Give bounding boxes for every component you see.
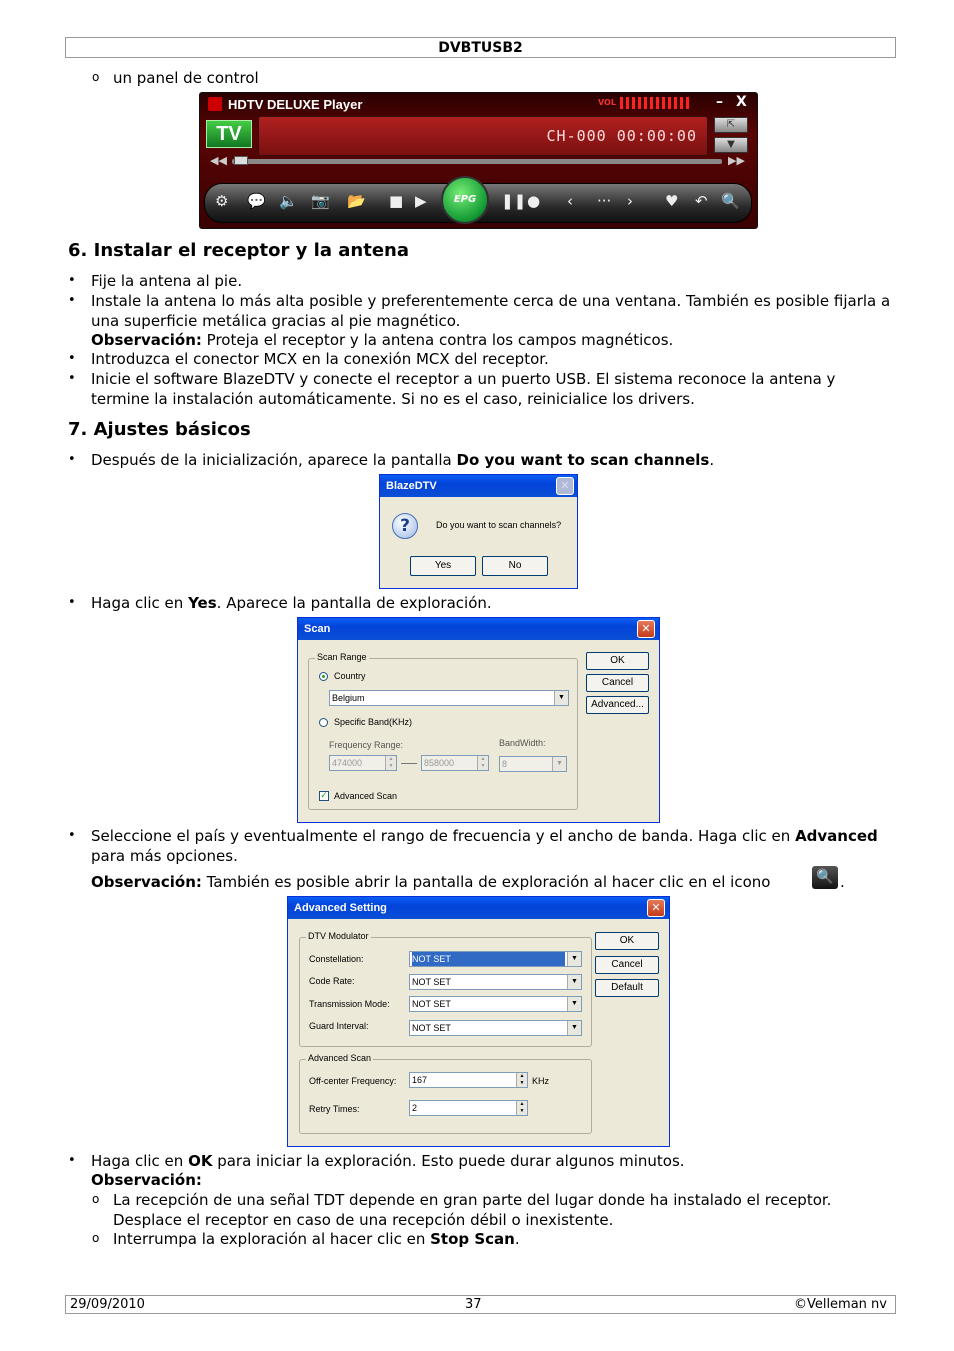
close-icon[interactable]: ✕ (556, 477, 574, 495)
code-rate-value: NOT SET (412, 977, 451, 987)
retry-times-label: Retry Times: (309, 1104, 360, 1114)
offcenter-frequency-label: Off-center Frequency: (309, 1076, 397, 1086)
sub-item-1: La recepción de una señal TDT depende en gran parte del lugar donde ha instalado el receptor. Desplace el receptor en caso de una recepción débil o inexistente. (113, 1191, 832, 1229)
item-text: Haga clic en (91, 594, 189, 612)
pause-icon: ❚❚ (501, 192, 527, 210)
rewind-icon: ◀◀ (210, 154, 227, 167)
code-rate-select[interactable] (409, 974, 582, 990)
footer-company: ©Velleman nv (793, 1297, 887, 1312)
favorite-icon: ♥ (665, 192, 679, 210)
yes-button[interactable]: Yes (410, 556, 476, 576)
bullet: • (68, 371, 76, 386)
chat-icon: 💬 (247, 192, 266, 210)
specific-band-label: Specific Band(KHz) (334, 717, 413, 727)
dialog-question: Do you want to scan channels? (436, 520, 562, 530)
volume-label: VOL (598, 98, 616, 107)
group-label: DTV Modulator (308, 931, 369, 941)
blazedtv-dialog (379, 474, 578, 589)
page-header: DVBTUSB2 (65, 37, 896, 58)
freq-from-value: 474000 (332, 758, 363, 768)
control-bar (204, 183, 752, 223)
section7-note2 (91, 873, 891, 893)
bullet: • (68, 452, 76, 467)
country-value: Belgium (332, 693, 365, 703)
item-bold: OK (188, 1152, 213, 1170)
transmission-mode-label: Transmission Mode: (309, 999, 390, 1009)
aspect-icon: ⇱ (714, 117, 748, 133)
more-icon: ··· (597, 192, 612, 210)
dialog-title (380, 475, 577, 497)
bullet: • (68, 1153, 76, 1168)
circle-bullet: o (92, 1231, 100, 1245)
chevron-down-icon: ▼ (567, 997, 581, 1011)
frequency-range-label: Frequency Range: (329, 740, 404, 750)
freq-to-value: 858000 (424, 758, 455, 768)
note-text: También es posible abrir la pantalla de exploración al hacer clic en el icono (201, 873, 771, 891)
country-label: Country (334, 671, 366, 681)
freq-from-input[interactable] (329, 755, 397, 771)
transmission-mode-select[interactable] (409, 996, 582, 1012)
note-end: . (840, 873, 845, 891)
spinner-icon: ▲ ▼ (516, 1073, 527, 1087)
stop-icon: ■ (389, 192, 404, 210)
bullet: • (68, 293, 76, 308)
chevron-down-icon: ▼ (567, 975, 581, 989)
note-text: Proteja el receptor y la antena contra los campos magnéticos. (201, 331, 674, 349)
advanced-scan-checkbox[interactable]: ✓ (320, 791, 328, 801)
dropdown-icon: ▼ (714, 137, 748, 153)
back-icon: ↶ (695, 192, 708, 210)
player-title: HDTV DELUXE Player (228, 97, 363, 112)
freq-to-input[interactable] (421, 755, 489, 771)
advanced-setting-dialog (287, 896, 670, 1147)
section6-note (91, 331, 891, 351)
prev-icon: ‹ (567, 192, 573, 210)
page-footer (65, 1295, 896, 1314)
specific-band-radio[interactable] (319, 718, 328, 727)
item-text: Después de la inicialización, aparece la pantalla (91, 451, 457, 469)
scan-icon: 🔍 (721, 192, 740, 210)
hdtv-player-screenshot (199, 92, 758, 229)
footer-page-number: 37 (465, 1297, 482, 1312)
spinner-icon: ▲ ▼ (385, 756, 396, 770)
section6-item-2: Instale la antena lo más alta posible y preferentemente cerca de una ventana. También es posible fijarla a una superficie metálica gracias al pie magnético. (91, 292, 891, 330)
item-text: Seleccione el país y eventualmente el rango de frecuencia y el ancho de banda. Haga clic en (91, 827, 796, 845)
dialog-title-text: Advanced Setting (294, 902, 387, 914)
default-button[interactable]: Default (595, 979, 659, 997)
close-icon[interactable]: ✕ (637, 620, 655, 638)
section7-item-2 (91, 594, 891, 614)
note-label: Observación: (91, 331, 202, 349)
constellation-value: NOT SET (412, 952, 565, 966)
dialog-title (288, 897, 669, 919)
close-button: X (736, 94, 747, 110)
chevron-down-icon: ▼ (552, 757, 566, 771)
question-icon: ? (392, 513, 418, 539)
seek-knob (234, 156, 248, 165)
section7-note3 (91, 1171, 891, 1191)
bullet: • (68, 351, 76, 366)
chevron-down-icon: ▼ (554, 691, 568, 705)
cancel-button[interactable]: Cancel (586, 674, 649, 692)
epg-button: EPG (441, 176, 489, 224)
section6-item-1: Fije la antena al pie. (91, 272, 243, 290)
seek-bar (232, 159, 722, 164)
camera-icon: 📷 (311, 192, 330, 210)
item-text: . (514, 1230, 520, 1248)
next-icon: › (627, 192, 633, 210)
scan-icon: 🔍 (812, 866, 838, 889)
spinner-icon: ▲ ▼ (477, 756, 488, 770)
section-6-heading: 6. Instalar el receptor y la antena (68, 240, 409, 261)
dialog-title-text: BlazeDTV (386, 480, 437, 492)
fast-forward-icon: ▶▶ (728, 154, 745, 167)
group-label: Advanced Scan (308, 1053, 372, 1063)
volume-bar (620, 97, 690, 109)
settings-icon: ⚙ (215, 192, 229, 210)
retry-value: 2 (412, 1103, 418, 1113)
record-icon: ● (527, 192, 541, 210)
minimize-button: – (716, 94, 723, 110)
section7-item-4 (91, 1152, 891, 1172)
note-label: Observación: (91, 873, 202, 891)
item-bold: Yes (188, 594, 217, 612)
offcenter-value: 167 (412, 1075, 428, 1085)
item-bold: Stop Scan (430, 1230, 515, 1248)
section6-item-3: Introduzca el conector MCX en la conexión MCX del receptor. (91, 350, 549, 368)
folder-icon: 📂 (347, 192, 366, 210)
guard-interval-value: NOT SET (412, 1023, 451, 1033)
item-text: . Aparece la pantalla de exploración. (216, 594, 492, 612)
no-button[interactable]: No (482, 556, 548, 576)
section7-item-1 (91, 451, 891, 471)
chevron-down-icon: ▼ (567, 1021, 581, 1035)
player-display (258, 116, 708, 156)
circle-bullet: o (92, 1192, 100, 1206)
code-rate-label: Code Rate: (309, 976, 355, 986)
bandwidth-value: 8 (502, 759, 508, 769)
channel-time-display: CH-000 00:00:00 (546, 127, 697, 145)
dialog-title-text: Scan (304, 623, 331, 635)
scan-dialog (297, 617, 660, 823)
item-text: para más opciones. (91, 846, 238, 865)
unit-label: KHz (532, 1076, 550, 1086)
item-bold: Advanced (795, 827, 878, 845)
section6-item-4: Inicie el software BlazeDTV y conecte el receptor a un puerto USB. El sistema reconoce la antena y termine la instalación automáticamente. Si no es el caso, reinicialice los drivers. (91, 370, 836, 408)
constellation-label: Constellation: (309, 954, 364, 964)
retry-times-input[interactable] (409, 1100, 528, 1116)
country-radio[interactable] (319, 672, 328, 681)
item-text: Haga clic en (91, 1152, 189, 1170)
guard-interval-select[interactable] (409, 1020, 582, 1036)
circle-bullet: o (92, 70, 100, 84)
advanced-scan-label: Advanced Scan (334, 791, 398, 801)
player-logo-icon (208, 97, 222, 111)
dtv-modulator-group (299, 931, 592, 1047)
bandwidth-select[interactable] (499, 756, 567, 772)
ok-button[interactable]: OK (586, 652, 649, 670)
transmission-mode-value: NOT SET (412, 999, 451, 1009)
guard-interval-label: Guard Interval: (309, 1021, 369, 1031)
bullet: • (68, 595, 76, 610)
section7-item-3 (91, 827, 891, 866)
play-icon: ▶ (415, 192, 427, 210)
spinner-icon: ▲ ▼ (516, 1101, 527, 1115)
bandwidth-label: BandWidth: (499, 738, 546, 748)
offcenter-frequency-input[interactable] (409, 1072, 528, 1088)
section-7-heading: 7. Ajustes básicos (68, 419, 251, 440)
sub-item-2 (113, 1230, 893, 1250)
speaker-icon: 🔈 (279, 192, 298, 210)
country-select[interactable] (329, 690, 569, 706)
ok-button[interactable]: OK (595, 932, 659, 950)
item-text: Interrumpa la exploración al hacer clic en (113, 1230, 431, 1248)
dialog-title (298, 618, 659, 640)
range-dash (401, 763, 417, 764)
note-label: Observación: (91, 1171, 202, 1189)
item-text: para iniciar la exploración. Esto puede durar algunos minutos. (212, 1152, 685, 1170)
close-icon[interactable]: ✕ (647, 899, 665, 917)
scan-range-group (308, 652, 578, 810)
item-text: . (709, 451, 715, 469)
advanced-button[interactable]: Advanced... (586, 696, 649, 714)
footer-date: 29/09/2010 (70, 1297, 145, 1312)
cancel-button[interactable]: Cancel (595, 956, 659, 974)
advanced-scan-group (299, 1053, 592, 1134)
chevron-down-icon: ▼ (567, 952, 581, 966)
bullet: • (68, 273, 76, 288)
intro-item: un panel de control (113, 69, 259, 87)
group-label: Scan Range (317, 652, 367, 662)
constellation-select[interactable] (409, 951, 582, 967)
tv-button: TV (206, 120, 252, 148)
bullet: • (68, 828, 76, 843)
item-bold: Do you want to scan channels (456, 451, 710, 469)
